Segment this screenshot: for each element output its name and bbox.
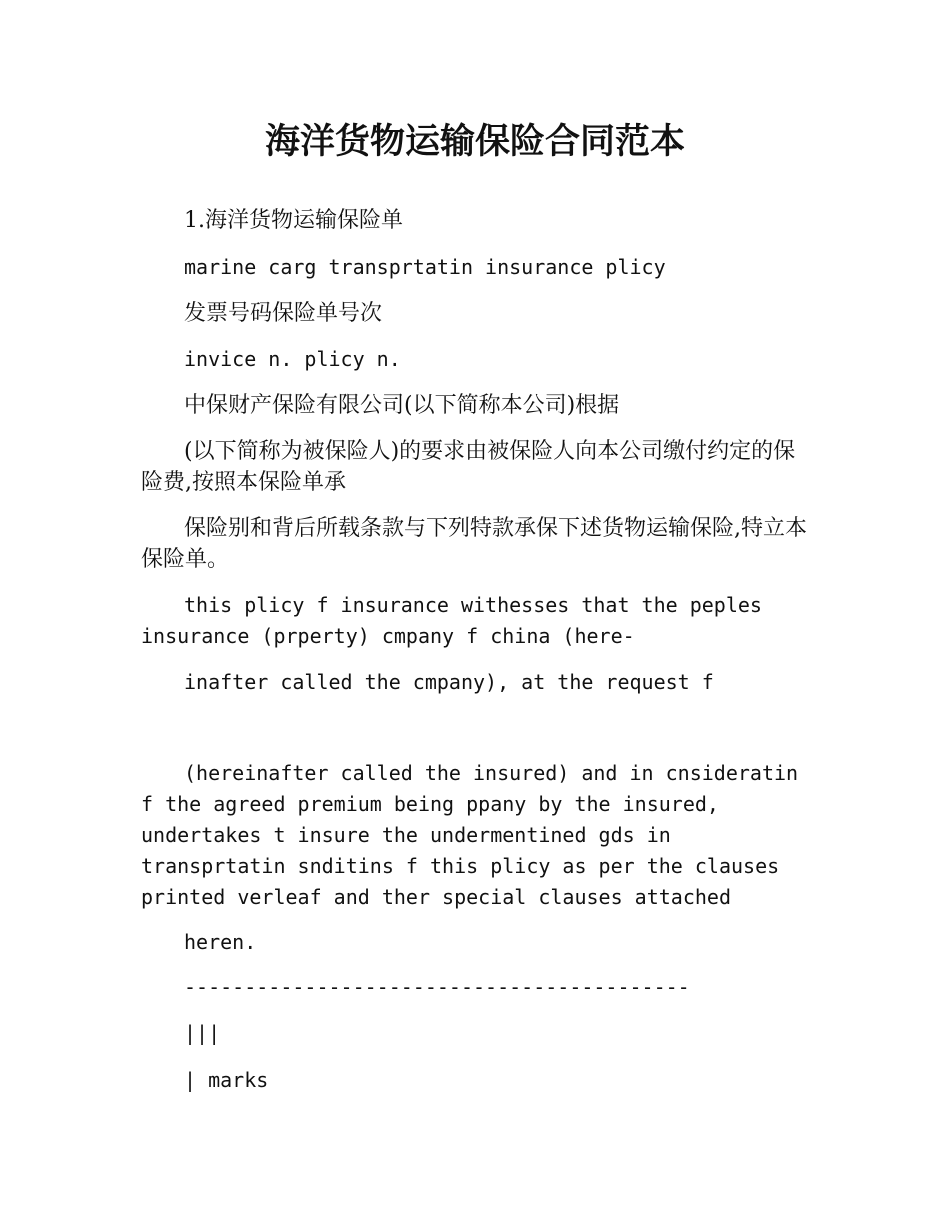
- document-title: 海洋货物运输保险合同范本: [264, 122, 685, 162]
- insured-request-clause-cn: (以下简称为被保险人)的要求由被保险人向本公司缴付约定的保险费,按照本保险单承: [141, 439, 796, 495]
- table-divider-line: ------------------------------------------: [184, 975, 690, 999]
- company-request-clause-en: inafter called the cmpany), at the request f: [184, 670, 714, 694]
- table-marks-header: | marks: [184, 1068, 269, 1092]
- hereon-text: heren.: [184, 930, 257, 954]
- policy-witness-clause-en: this plicy f insurance withesses that the peples insurance (prperty) cmpany f china (here-: [141, 593, 762, 648]
- policy-title-english: marine carg transprtatin insurance plicy: [184, 255, 666, 279]
- table-border-row: |||: [184, 1021, 221, 1045]
- section-heading: 1.海洋货物运输保险单: [184, 208, 403, 233]
- invoice-policy-number-label-cn: 发票号码保险单号次: [184, 301, 383, 326]
- invoice-policy-number-label-en: invice n. plicy n.: [184, 347, 401, 371]
- insurer-clause-cn: 中保财产保险有限公司(以下简称本公司)根据: [184, 393, 620, 418]
- insured-undertaking-clause-en: (hereinafter called the insured) and in cnsideratin f the agreed premium being ppany by the insured, undertakes t insure the undermentined gds in transprtatin snditins f this plicy as per the clauses printed verleaf and ther special clauses attached: [141, 761, 799, 909]
- coverage-clause-cn: 保险别和背后所载条款与下列特款承保下述货物运输保险,特立本保险单。: [141, 516, 807, 572]
